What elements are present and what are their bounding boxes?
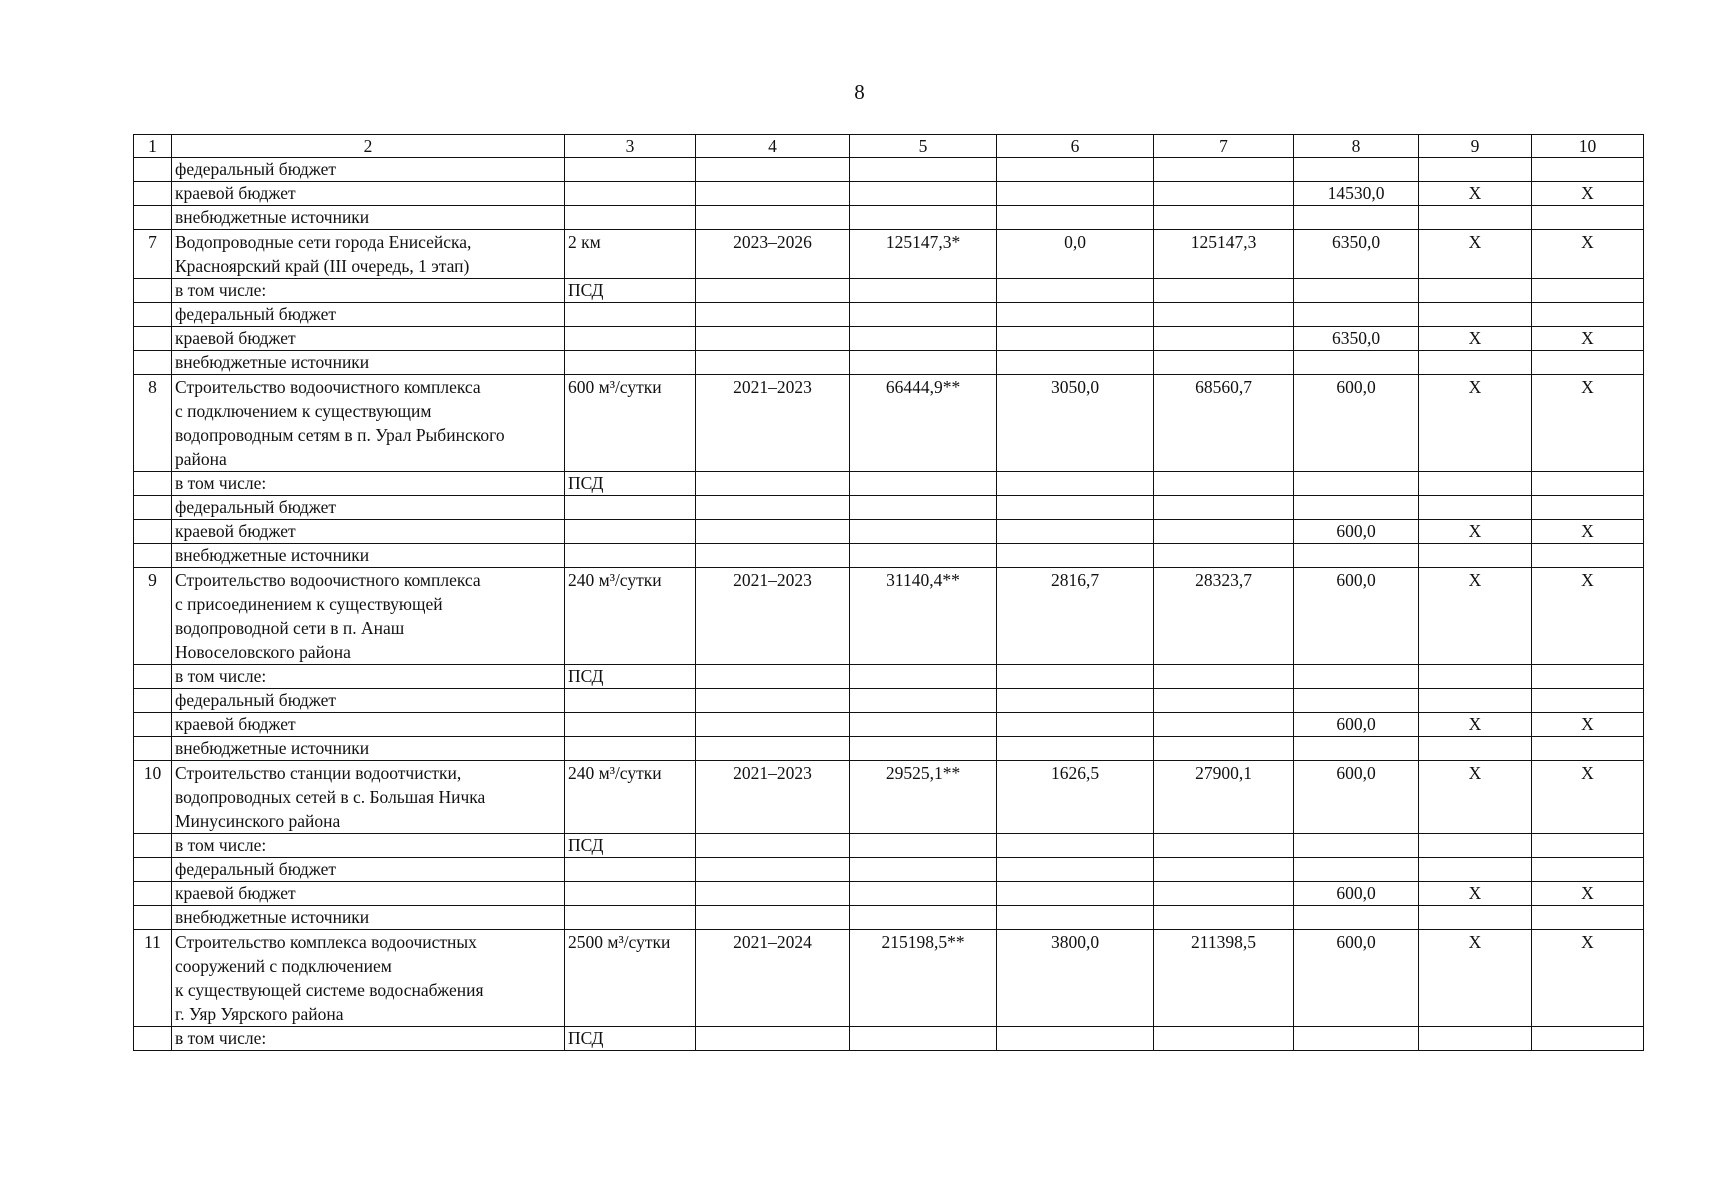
table-cell [1532, 206, 1644, 230]
table-cell [134, 351, 172, 375]
table-cell [1154, 906, 1294, 930]
table-cell [997, 520, 1154, 544]
table-cell [696, 544, 850, 568]
table-cell [850, 665, 997, 689]
table-cell [997, 834, 1154, 858]
table-cell: Х [1419, 761, 1532, 834]
table-row [134, 158, 1644, 182]
table-cell [1532, 665, 1644, 689]
table-cell [1294, 158, 1419, 182]
table-cell [997, 279, 1154, 303]
table-cell: в том числе: [172, 279, 565, 303]
table-cell: внебюджетные источники [172, 351, 565, 375]
header-cell: 3 [565, 135, 696, 158]
table-cell [696, 1027, 850, 1051]
table-cell: в том числе: [172, 1027, 565, 1051]
table-cell: 125147,3* [850, 230, 997, 279]
table-cell [134, 1027, 172, 1051]
table-cell: Х [1532, 230, 1644, 279]
table-cell [565, 906, 696, 930]
table-cell [1154, 351, 1294, 375]
table-cell [1154, 665, 1294, 689]
table-cell: федеральный бюджет [172, 858, 565, 882]
table-cell [1532, 834, 1644, 858]
table-cell: 211398,5 [1154, 930, 1294, 1027]
table-cell [850, 882, 997, 906]
table-row [134, 1027, 1644, 1051]
table-cell: Х [1532, 882, 1644, 906]
table-cell [997, 182, 1154, 206]
table-row-item [134, 230, 1644, 279]
table-cell [565, 158, 696, 182]
table-cell [1154, 858, 1294, 882]
table-cell: ПСД [565, 472, 696, 496]
table-cell: краевой бюджет [172, 882, 565, 906]
table-cell: ПСД [565, 834, 696, 858]
table-cell [1419, 906, 1532, 930]
table-cell [1419, 689, 1532, 713]
table-cell [997, 496, 1154, 520]
table-cell [696, 158, 850, 182]
table-cell [696, 713, 850, 737]
table-cell [997, 1027, 1154, 1051]
table-cell [997, 206, 1154, 230]
table-cell [1532, 279, 1644, 303]
table-cell: Х [1419, 230, 1532, 279]
table-cell: внебюджетные источники [172, 737, 565, 761]
table-cell [1419, 206, 1532, 230]
table-cell [696, 327, 850, 351]
table-cell: 600,0 [1294, 882, 1419, 906]
table-cell [565, 882, 696, 906]
table-row [134, 206, 1644, 230]
table-cell [850, 858, 997, 882]
table-cell: 2816,7 [997, 568, 1154, 665]
table-cell: федеральный бюджет [172, 158, 565, 182]
table-row [134, 882, 1644, 906]
table-cell: 600,0 [1294, 713, 1419, 737]
table-cell [696, 882, 850, 906]
table-cell [1532, 906, 1644, 930]
table-cell [1294, 858, 1419, 882]
table-cell [696, 858, 850, 882]
table-cell: Х [1419, 182, 1532, 206]
table-cell: 28323,7 [1154, 568, 1294, 665]
table-cell: Строительство станции водоотчистки, водопроводных сетей в с. Большая Ничка Минусинского района [172, 761, 565, 834]
table-cell [1419, 279, 1532, 303]
table-cell: Строительство комплекса водоочистных сооружений с подключением к существующей системе водоснабжения г. Уяр Уярского района [172, 930, 565, 1027]
table-cell [1532, 858, 1644, 882]
table-cell [1294, 496, 1419, 520]
table-cell: Х [1419, 930, 1532, 1027]
table-row [134, 472, 1644, 496]
table-cell [850, 737, 997, 761]
table-cell [1154, 472, 1294, 496]
table-cell [1154, 1027, 1294, 1051]
header-cell: 7 [1154, 135, 1294, 158]
table-cell [134, 665, 172, 689]
table-cell [997, 544, 1154, 568]
table-cell [1154, 158, 1294, 182]
table-cell [1419, 1027, 1532, 1051]
table-cell [1419, 544, 1532, 568]
table-cell [1294, 737, 1419, 761]
table-cell [565, 206, 696, 230]
table-cell [1419, 496, 1532, 520]
table-cell: 240 м³/сутки [565, 761, 696, 834]
table-cell: Х [1532, 375, 1644, 472]
table-cell: Х [1532, 182, 1644, 206]
table-row [134, 544, 1644, 568]
table-cell: Строительство водоочистного комплекса с присоединением к существующей водопроводной сети в п. Анаш Новоселовского района [172, 568, 565, 665]
table-cell: краевой бюджет [172, 327, 565, 351]
table-cell [997, 882, 1154, 906]
table-cell [1294, 544, 1419, 568]
table-cell [1532, 351, 1644, 375]
table-cell [696, 351, 850, 375]
table-cell [1294, 1027, 1419, 1051]
table-cell [134, 689, 172, 713]
table-cell [850, 472, 997, 496]
table-cell: 2021–2023 [696, 568, 850, 665]
header-cell: 6 [997, 135, 1154, 158]
table-cell: 125147,3 [1154, 230, 1294, 279]
table-cell: внебюджетные источники [172, 906, 565, 930]
table-cell: краевой бюджет [172, 713, 565, 737]
table-row [134, 713, 1644, 737]
table-cell [134, 882, 172, 906]
table-cell [1294, 834, 1419, 858]
table-cell: 600,0 [1294, 930, 1419, 1027]
table-cell [1294, 351, 1419, 375]
table-row [134, 689, 1644, 713]
table-cell: Х [1532, 930, 1644, 1027]
table-cell [850, 279, 997, 303]
table-cell [134, 158, 172, 182]
table-cell [134, 520, 172, 544]
table-cell [696, 906, 850, 930]
table-cell: 7 [134, 230, 172, 279]
table-cell: в том числе: [172, 472, 565, 496]
table-cell: 2 км [565, 230, 696, 279]
table-cell [997, 327, 1154, 351]
table-cell [696, 520, 850, 544]
table-cell [997, 689, 1154, 713]
table-cell [1532, 544, 1644, 568]
table-cell [850, 1027, 997, 1051]
table-row [134, 182, 1644, 206]
table-cell: 10 [134, 761, 172, 834]
table-cell: Х [1532, 713, 1644, 737]
table-cell: 27900,1 [1154, 761, 1294, 834]
table-cell: 2021–2023 [696, 375, 850, 472]
table-cell [1154, 206, 1294, 230]
table-cell [1532, 689, 1644, 713]
table-cell: 68560,7 [1154, 375, 1294, 472]
table-cell [134, 496, 172, 520]
table-cell [696, 689, 850, 713]
table-cell: 2021–2023 [696, 761, 850, 834]
table-cell [565, 303, 696, 327]
header-cell: 10 [1532, 135, 1644, 158]
table-cell [850, 303, 997, 327]
table-row [134, 303, 1644, 327]
table-cell [134, 303, 172, 327]
table-cell [565, 713, 696, 737]
table-row-item [134, 568, 1644, 665]
table-cell [565, 327, 696, 351]
table-cell: Х [1532, 520, 1644, 544]
table-cell [1532, 496, 1644, 520]
table-cell [1419, 158, 1532, 182]
table-cell: 600,0 [1294, 761, 1419, 834]
table-cell [997, 713, 1154, 737]
table-cell [1419, 303, 1532, 327]
table-cell: Х [1419, 327, 1532, 351]
table-cell [1419, 834, 1532, 858]
table-cell [1419, 351, 1532, 375]
table-cell [565, 858, 696, 882]
table-cell [696, 206, 850, 230]
page-number: 8 [854, 80, 865, 104]
table-cell [850, 182, 997, 206]
table-cell [1294, 665, 1419, 689]
table-cell: 6350,0 [1294, 230, 1419, 279]
table-cell [850, 689, 997, 713]
table-cell [1419, 737, 1532, 761]
table-cell: 6350,0 [1294, 327, 1419, 351]
table-cell [565, 182, 696, 206]
table-cell [850, 496, 997, 520]
table-cell [1154, 834, 1294, 858]
table-cell [1154, 182, 1294, 206]
table-cell [997, 906, 1154, 930]
table-cell [696, 279, 850, 303]
table-row-item [134, 375, 1644, 472]
table-cell [1532, 158, 1644, 182]
table-cell: 600,0 [1294, 520, 1419, 544]
table-cell [1532, 303, 1644, 327]
table-cell [134, 206, 172, 230]
table-cell [134, 834, 172, 858]
table-cell: 0,0 [997, 230, 1154, 279]
table-cell [696, 834, 850, 858]
table-cell: ПСД [565, 1027, 696, 1051]
table-cell: Х [1419, 568, 1532, 665]
table-cell: Х [1419, 882, 1532, 906]
table-cell [134, 327, 172, 351]
table-cell: 2023–2026 [696, 230, 850, 279]
table-cell [850, 206, 997, 230]
table-cell [134, 279, 172, 303]
table-cell: Х [1419, 713, 1532, 737]
table-cell: 11 [134, 930, 172, 1027]
table-cell: Строительство водоочистного комплекса с подключением к существующим водопроводным сетям в п. Урал Рыбинского района [172, 375, 565, 472]
table-cell: 1626,5 [997, 761, 1154, 834]
table-cell [1154, 882, 1294, 906]
table-cell: Х [1532, 761, 1644, 834]
table-cell [850, 520, 997, 544]
table-cell: федеральный бюджет [172, 496, 565, 520]
table-cell [1154, 689, 1294, 713]
table-cell: в том числе: [172, 665, 565, 689]
table-cell [565, 351, 696, 375]
table-cell: Х [1419, 520, 1532, 544]
table-row [134, 737, 1644, 761]
table-cell [134, 737, 172, 761]
header-cell: 5 [850, 135, 997, 158]
table-cell [696, 737, 850, 761]
table-cell [1154, 520, 1294, 544]
table-row [134, 906, 1644, 930]
table-row [134, 496, 1644, 520]
table-cell: ПСД [565, 665, 696, 689]
table-cell: 600 м³/сутки [565, 375, 696, 472]
table-row-item [134, 930, 1644, 1027]
table-row [134, 327, 1644, 351]
table-cell [565, 520, 696, 544]
table-cell [1532, 1027, 1644, 1051]
table-cell [565, 737, 696, 761]
table-cell [850, 544, 997, 568]
table-cell [850, 834, 997, 858]
table-cell [1532, 472, 1644, 496]
table-cell: 31140,4** [850, 568, 997, 665]
header-cell: 9 [1419, 135, 1532, 158]
table-cell [565, 496, 696, 520]
table-row [134, 351, 1644, 375]
table-cell [1154, 713, 1294, 737]
table-cell: 215198,5** [850, 930, 997, 1027]
table-cell: 2021–2024 [696, 930, 850, 1027]
table-cell [997, 158, 1154, 182]
table-cell [1154, 327, 1294, 351]
header-cell: 1 [134, 135, 172, 158]
table-cell: 600,0 [1294, 375, 1419, 472]
table-cell [850, 327, 997, 351]
header-row [134, 135, 1644, 158]
table-cell [1419, 472, 1532, 496]
table-cell [565, 689, 696, 713]
table-cell: 8 [134, 375, 172, 472]
table-row-item [134, 761, 1644, 834]
table-cell [696, 303, 850, 327]
table-cell [1532, 737, 1644, 761]
table-cell [1294, 689, 1419, 713]
table-cell [997, 303, 1154, 327]
table-cell: внебюджетные источники [172, 544, 565, 568]
table-cell: 29525,1** [850, 761, 997, 834]
table-cell [1154, 544, 1294, 568]
table-cell: краевой бюджет [172, 182, 565, 206]
table-row [134, 520, 1644, 544]
table-cell [696, 472, 850, 496]
table-cell [134, 472, 172, 496]
table-cell [850, 713, 997, 737]
table-cell: 66444,9** [850, 375, 997, 472]
table-cell [1419, 665, 1532, 689]
header-cell: 4 [696, 135, 850, 158]
table-cell [696, 182, 850, 206]
table-cell [134, 182, 172, 206]
table-cell: Х [1532, 568, 1644, 665]
table-row [134, 279, 1644, 303]
table-cell [1154, 303, 1294, 327]
table-cell [134, 858, 172, 882]
table-cell: ПСД [565, 279, 696, 303]
table-cell [997, 858, 1154, 882]
table-cell [850, 351, 997, 375]
header-cell: 8 [1294, 135, 1419, 158]
table-row [134, 665, 1644, 689]
table-cell [134, 906, 172, 930]
table-cell [134, 544, 172, 568]
data-table [133, 134, 1644, 1051]
table-cell: Х [1532, 327, 1644, 351]
table-row [134, 834, 1644, 858]
table-cell: 14530,0 [1294, 182, 1419, 206]
table-cell: федеральный бюджет [172, 689, 565, 713]
table-cell: федеральный бюджет [172, 303, 565, 327]
table-cell [997, 665, 1154, 689]
table-cell [1294, 472, 1419, 496]
table-cell: Х [1419, 375, 1532, 472]
table-cell: 3050,0 [997, 375, 1154, 472]
table-cell: 600,0 [1294, 568, 1419, 665]
table-cell [565, 544, 696, 568]
table-cell [1154, 496, 1294, 520]
table-cell: внебюджетные источники [172, 206, 565, 230]
table-cell: краевой бюджет [172, 520, 565, 544]
table-cell: в том числе: [172, 834, 565, 858]
header-cell: 2 [172, 135, 565, 158]
table-cell [997, 737, 1154, 761]
table-cell [997, 472, 1154, 496]
table-cell [850, 158, 997, 182]
table-cell [850, 906, 997, 930]
table-cell [696, 496, 850, 520]
table-cell [1294, 206, 1419, 230]
table-cell [1419, 858, 1532, 882]
table-cell [997, 351, 1154, 375]
table-cell [1154, 737, 1294, 761]
table-cell: 2500 м³/сутки [565, 930, 696, 1027]
table-cell: 9 [134, 568, 172, 665]
table-row [134, 858, 1644, 882]
table-cell [696, 665, 850, 689]
table-cell [1294, 279, 1419, 303]
table-cell [1154, 279, 1294, 303]
table-cell [1294, 906, 1419, 930]
table-cell: 240 м³/сутки [565, 568, 696, 665]
table-cell [134, 713, 172, 737]
table-cell: Водопроводные сети города Енисейска, Красноярский край (III очередь, 1 этап) [172, 230, 565, 279]
table-cell [1294, 303, 1419, 327]
table-cell: 3800,0 [997, 930, 1154, 1027]
